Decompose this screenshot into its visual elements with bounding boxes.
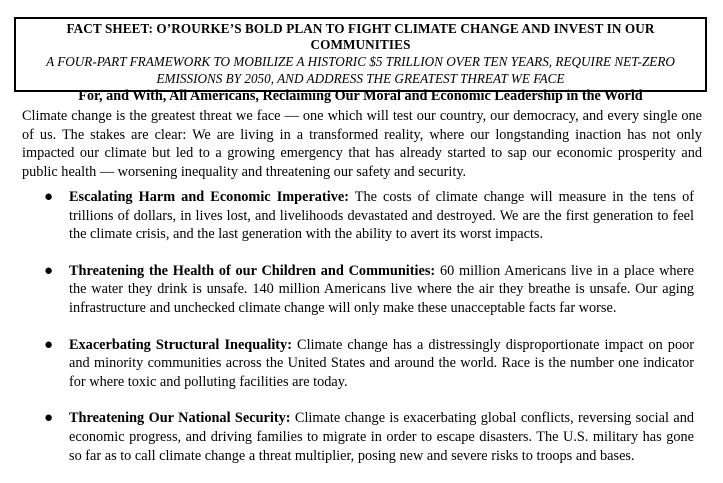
intro-paragraph: Climate change is the greatest threat we face — one which will test our country, our democracy, and every single one of us. The stakes are clear: We are living in a transformed reality, where our longstanding inaction has not only impacted our climate but led to a growing emergency that has already started to sap our economic prosperity and public health — worsening inequality and threatening our safety and security. [22,108,702,180]
bullet-heading: Threatening Our National Security: [69,410,291,427]
page-subtitle: A FOUR-PART FRAMEWORK TO MOBILIZE A HISTORIC $5 TRILLION OVER TEN YEARS, REQUIRE NET-ZERO EMISSIONS BY 2050, AND ADDRESS THE GREATEST THREAT WE FACE [46,54,675,86]
bullet-heading: Threatening the Health of our Children and Communities: [69,262,436,279]
bullet-icon: ● [44,262,54,279]
bullet-heading: Exacerbating Structural Inequality: [69,336,292,353]
bullet-text: Climate change is exacerbating global conflicts, reversing social and economic progress, and driving families to migrate in order to escape disasters. The U.S. military has gone so far as to call climate change a threat multiplier, posing new and severe risks to troops and bases. [69,410,694,464]
list-item [44,409,694,465]
list-item [44,336,694,392]
fact-sheet-header [14,17,707,104]
bullet-icon: ● [44,410,54,427]
bullet-heading: Escalating Harm and Economic Imperative: [69,189,349,205]
bullet-text: Climate change has a distressingly disproportionate impact on poor and minority communities across the United States and around the world. Race is the number one indicator for where toxic and polluting facilities are today. [69,336,694,390]
bullet-list [0,188,723,483]
bullet-text: 60 million Americans live in a place where the water they drink is unsafe. 140 million Americans live where the air they breathe is unsafe. Our aging infrastructure and unchecked climate change will only make these unacceptable facts far worse. [69,262,694,316]
page-title: FACT SHEET: O’ROURKE’S BOLD PLAN TO FIGHT CLIMATE CHANGE AND INVEST IN OUR COMMUNITIES [66,21,655,52]
page-tagline: For, and With, All Americans, Reclaiming Our Moral and Economic Leadership in the World [78,88,643,104]
bullet-icon: ● [44,189,54,205]
list-item [44,188,694,244]
list-item [44,262,694,318]
bullet-icon: ● [44,336,54,353]
bullet-text: The costs of climate change will measure in the tens of trillions of dollars, in lives lost, and livelihoods devastated and destroyed. We are the first generation to feel the climate crisis, and the last generation with the ability to avert its worst impacts. [69,189,694,243]
